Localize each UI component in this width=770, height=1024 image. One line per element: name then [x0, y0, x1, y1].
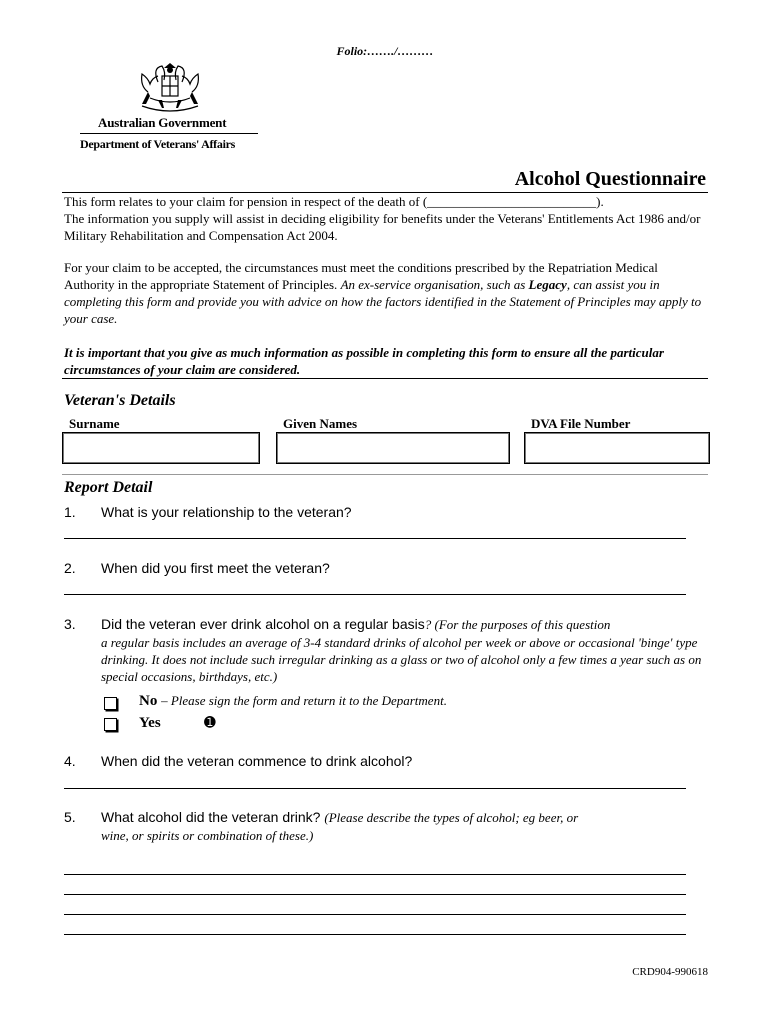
- coat-of-arms-icon: [128, 62, 212, 118]
- question-4-number: 4.: [64, 753, 76, 769]
- answer-5-line-2[interactable]: [64, 894, 686, 895]
- question-3-note-start: ? (For the purposes of this question: [424, 617, 611, 632]
- question-3-number: 3.: [64, 616, 76, 632]
- divider: [80, 133, 258, 134]
- surname-field[interactable]: [62, 432, 260, 464]
- question-3-note: a regular basis includes an average of 3-4 standard drinks of alcohol per week or above or occasional 'binge' type drinking. It does not include such irregular drinking as a glass or two of alcohol only a few times a year such as on special occasions, birthdays, etc.): [101, 635, 702, 684]
- important-notice: It is important that you give as much information as possible in completing this form to ensure all the particular circumstances of your claim are considered.: [64, 345, 664, 377]
- given-names-field[interactable]: [276, 432, 510, 464]
- veteran-details-heading: Veteran's Details: [64, 392, 176, 409]
- surname-label: Surname: [69, 416, 120, 431]
- folio-number: Folio:……./………: [336, 44, 434, 58]
- conditions-italic-a: An ex-service organisation, such as: [340, 277, 526, 292]
- intro-line-2: The information you supply will assist in deciding eligibility for benefits under the Veterans' Entitlements Act 1986 and/or Military Rehabilitation and Compensation Act 2004.: [64, 211, 701, 243]
- answer-5-line-4[interactable]: [64, 934, 686, 935]
- form-code: CRD904-990618: [632, 966, 708, 978]
- arrow-right-circle-icon: ➊: [204, 715, 216, 731]
- question-4-text: When did the veteran commence to drink alcohol?: [101, 753, 413, 769]
- no-checkbox[interactable]: [104, 697, 117, 710]
- no-option: [139, 693, 447, 710]
- intro-line-1: This form relates to your claim for pension in respect of the death of (__________________________).: [64, 194, 604, 209]
- question-1-number: 1.: [64, 504, 76, 520]
- question-3-main: Did the veteran ever drink alcohol on a regular basis: [101, 616, 425, 632]
- file-number-label: DVA File Number: [531, 416, 631, 431]
- conditions-paragraph: [64, 259, 710, 327]
- question-5-main: What alcohol did the veteran drink?: [101, 809, 321, 825]
- question-5-note: wine, or spirits or combination of these.): [101, 828, 314, 843]
- conditions-text: For your claim to be accepted, the circumstances must meet the conditions prescribed by the Repatriation Medical Authority in the appropriate Statement of Principles.: [64, 260, 658, 292]
- yes-label: Yes: [139, 715, 161, 731]
- answer-5-line-1[interactable]: [64, 874, 686, 875]
- file-number-field[interactable]: [524, 432, 710, 464]
- answer-1-line[interactable]: [64, 538, 686, 539]
- question-2-number: 2.: [64, 560, 76, 576]
- report-detail-heading: Report Detail: [64, 479, 153, 496]
- question-5-text: [101, 809, 711, 826]
- form-title: Alcohol Questionnaire: [514, 168, 706, 190]
- answer-2-line[interactable]: [64, 594, 686, 595]
- question-3-text: [101, 616, 711, 633]
- conditions-italic-b: , can assist you in completing this form and provide you with advice on how the factors identified in the Statement of Principles may apply to your case.: [64, 277, 702, 326]
- yes-checkbox[interactable]: [104, 718, 117, 731]
- divider: [62, 378, 708, 379]
- legacy-name: Legacy: [528, 277, 567, 292]
- answer-5-line-3[interactable]: [64, 914, 686, 915]
- question-2-text: When did you first meet the veteran?: [101, 560, 330, 576]
- no-instruction: – Please sign the form and return it to the Department.: [161, 693, 447, 708]
- question-1-text: What is your relationship to the veteran?: [101, 504, 352, 520]
- no-label: No: [139, 693, 158, 709]
- question-5-number: 5.: [64, 809, 76, 825]
- given-names-label: Given Names: [283, 416, 358, 431]
- department-name: Department of Veterans' Affairs: [80, 137, 236, 151]
- intro-paragraph: [64, 193, 710, 244]
- divider: [62, 474, 708, 475]
- question-5-note-start: (Please describe the types of alcohol; eg beer, or: [324, 810, 579, 825]
- government-name: Australian Government: [98, 115, 227, 130]
- answer-4-line[interactable]: [64, 788, 686, 789]
